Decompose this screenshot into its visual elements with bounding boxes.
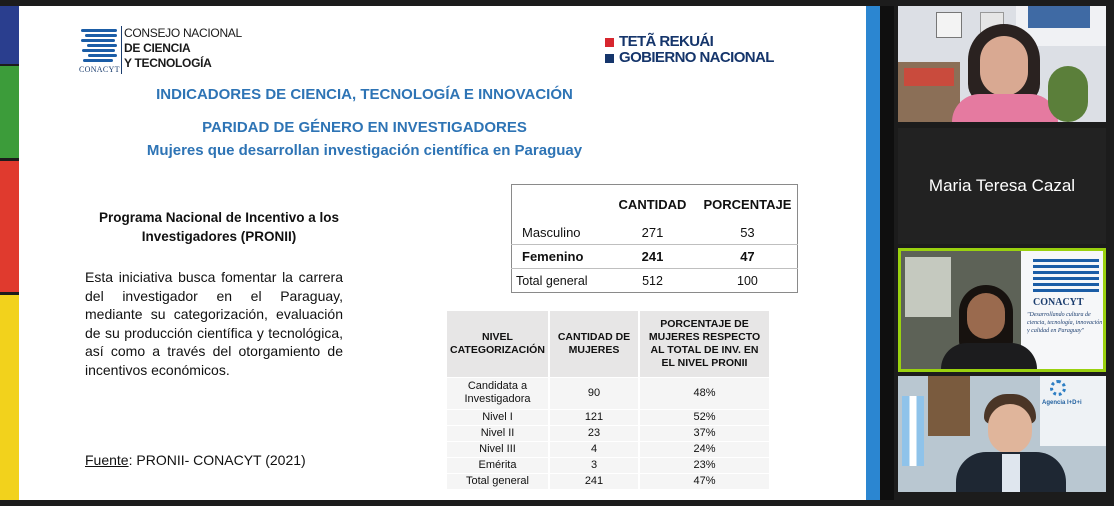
- conacyt-line-2: DE CIENCIA: [124, 41, 191, 55]
- conacyt-line-1: CONSEJO NACIONAL: [124, 26, 242, 40]
- bookshelf: [928, 376, 970, 436]
- red-square-icon: [605, 38, 614, 47]
- person-face: [980, 36, 1028, 96]
- slide-subtitle: PARIDAD DE GÉNERO EN INVESTIGADORES: [202, 119, 527, 136]
- table-header: NIVEL CATEGORIZACIÓN: [447, 311, 549, 377]
- window: [905, 257, 951, 317]
- backdrop-brand-text: CONACYT: [1033, 297, 1084, 308]
- slide-subtitle-2: Mujeres que desarrollan investigación científica en Paraguay: [146, 142, 583, 159]
- table-row: Nivel III 4 24%: [447, 441, 769, 457]
- program-description: Esta iniciativa busca fomentar la carrera del investigador en el Paraguay, mediante su categorización, evaluación de su producción científica y tecnológica, así como a través del otorgamiento de incentivos económicos.: [85, 269, 343, 378]
- table-row: Femenino 241 47: [512, 245, 798, 269]
- gender-table: [511, 184, 798, 293]
- table-row: Masculino 271 53: [512, 221, 798, 245]
- blue-square-icon: [605, 54, 614, 63]
- table-header: PORCENTAJE DE MUJERES RESPECTO AL TOTAL DE INV. EN EL NIVEL PRONII: [639, 311, 769, 377]
- gov-line-1: TETÃ REKUÁI: [619, 33, 714, 50]
- government-logo: [605, 34, 774, 66]
- table-header: CANTIDAD DE MUJERES: [549, 311, 639, 377]
- category-table: [447, 311, 769, 489]
- participant-name: Maria Teresa Cazal: [928, 176, 1076, 195]
- flag-argentina: [902, 396, 924, 466]
- conacyt-logo: [79, 24, 249, 76]
- backdrop-tagline: "Desarrollando cultura de ciencia, tecnología, innovación y calidad en Paraguay": [1027, 312, 1103, 334]
- plant: [1048, 66, 1088, 122]
- strip-yellow: [0, 295, 19, 500]
- shared-slide: [19, 6, 866, 500]
- participant-video-active-speaker[interactable]: [898, 248, 1106, 372]
- person-shirt: [952, 94, 1058, 122]
- conacyt-line-3: Y TECNOLOGÍA: [124, 56, 212, 70]
- program-title: Programa Nacional de Incentivo a los Investigadores (PRONII): [98, 210, 340, 244]
- table-row: Nivel I 121 52%: [447, 409, 769, 425]
- table-row: Nivel II 23 37%: [447, 425, 769, 441]
- table-row: Total general 241 47%: [447, 473, 769, 489]
- picture-frame: [936, 12, 962, 38]
- person-face: [988, 404, 1032, 454]
- conacyt-wave-icon: [79, 26, 121, 66]
- person-shirt: [941, 343, 1037, 369]
- conacyt-small-label: CONACYT: [79, 65, 120, 74]
- source-note: Fuente: PRONII- CONACYT (2021): [85, 452, 306, 468]
- slide-title: INDICADORES DE CIENCIA, TECNOLOGÍA E INNOVACIÓN: [156, 86, 573, 103]
- person-face: [967, 293, 1005, 339]
- participant-video-2[interactable]: [898, 128, 1106, 244]
- table-row: Candidata a Investigadora 90 48%: [447, 377, 769, 409]
- gov-line-2: GOBIERNO NACIONAL: [619, 49, 774, 66]
- table-header: PORCENTAJE: [703, 197, 792, 213]
- participant-video-1[interactable]: [898, 6, 1106, 122]
- backdrop-brand-text: Agencia I+D+i: [1042, 400, 1082, 406]
- participant-video-4[interactable]: [898, 376, 1106, 492]
- agencia-logo-icon: [1050, 380, 1066, 396]
- table-header: CANTIDAD: [618, 197, 687, 213]
- table-row: Emérita 3 23%: [447, 457, 769, 473]
- slide-accent-bar: [866, 6, 880, 500]
- strip-blue: [0, 6, 19, 64]
- strip-red: [0, 161, 19, 292]
- table-row: Total general 512 100: [516, 273, 758, 288]
- blue-decor-tiles: [1028, 6, 1090, 28]
- person-shirt: [1002, 454, 1020, 492]
- conacyt-banner-logo: [1033, 259, 1099, 295]
- strip-green: [0, 66, 19, 158]
